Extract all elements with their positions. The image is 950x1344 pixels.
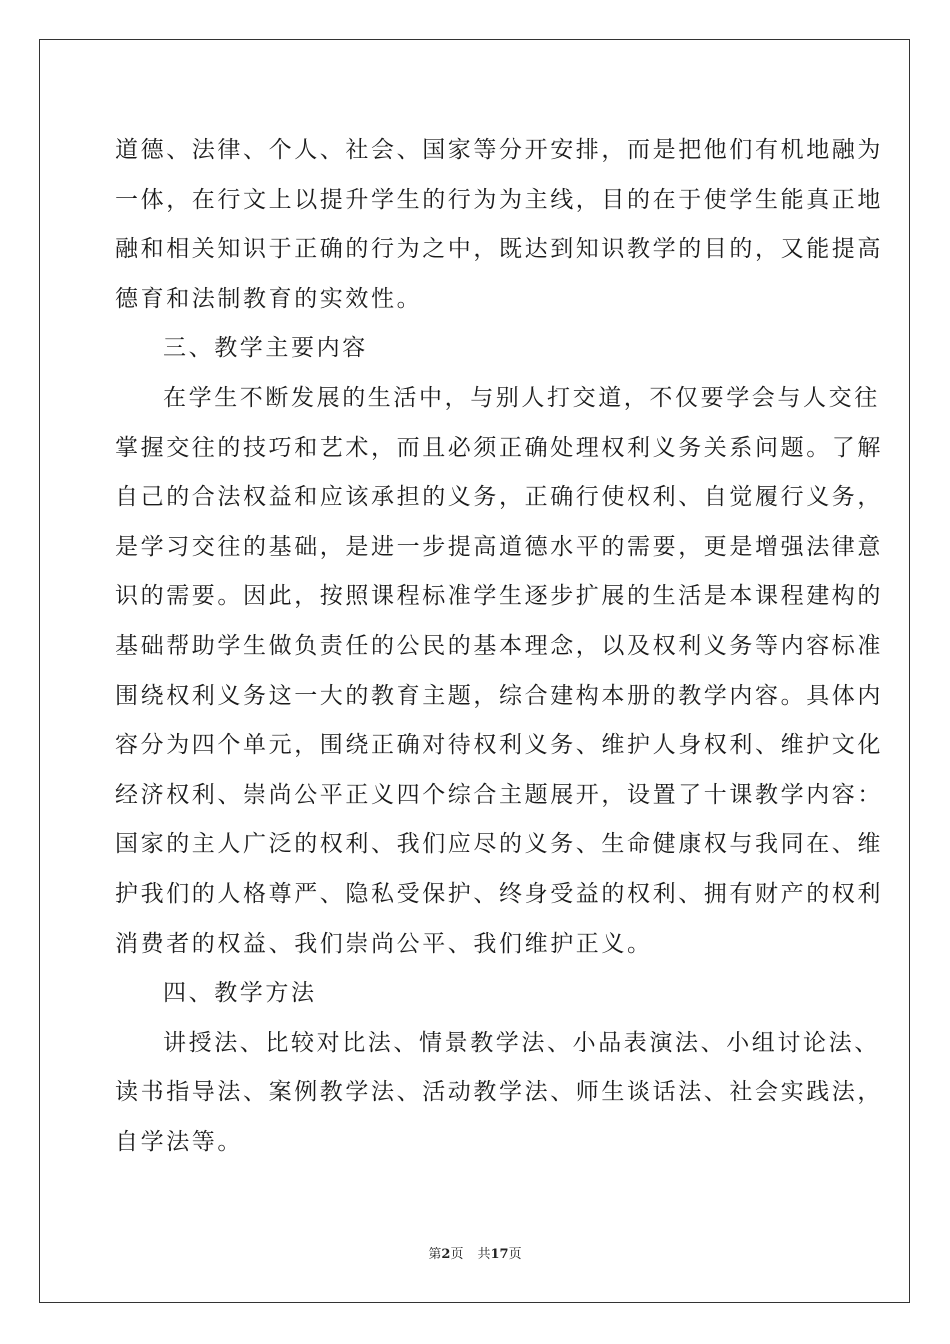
paragraph-line: 围绕权利义务这一大的教育主题，综合建构本册的教学内容。具体内 [115,682,883,709]
total-label-suffix: 页 [508,1247,522,1262]
paragraph-line: 讲授法、比较对比法、情景教学法、小品表演法、小组讨论法、 [163,1029,880,1056]
total-label-prefix: 共 [477,1247,491,1262]
page-label-suffix: 页 [450,1247,464,1262]
paragraph-line: 在学生不断发展的生活中，与别人打交道，不仅要学会与人交往 [163,384,880,411]
paragraph-line: 读书指导法、案例教学法、活动教学法、师生谈话法、社会实践法， [115,1079,883,1106]
paragraph-line: 基础帮助学生做负责任的公民的基本理念，以及权利义务等内容标准 [115,632,883,659]
paragraph-line: 道德、法律、个人、社会、国家等分开安排，而是把他们有机地融为 [115,137,883,163]
page-label-prefix: 第 [428,1247,442,1262]
paragraph-line: 自学法等。 [115,1128,243,1155]
paragraph-line: 一体，在行文上以提升学生的行为为主线，目的在于使学生能真正地 [115,186,883,213]
total-pages: 17 [490,1247,509,1262]
page-footer [0,1243,950,1262]
paragraph-line: 识的需要。因此，按照课程标准学生逐步扩展的生活是本课程建构的 [115,583,883,610]
section-heading: 三、教学主要内容 [163,335,368,362]
paragraph-line: 国家的主人广泛的权利、我们应尽的义务、生命健康权与我同在、维 [115,831,883,858]
paragraph-line: 消费者的权益、我们崇尚公平、我们维护正义。 [115,930,653,957]
section-heading: 四、教学方法 [163,980,317,1007]
paragraph-line: 是学习交往的基础，是进一步提高道德水平的需要，更是增强法律意 [115,533,883,560]
paragraph-line: 容分为四个单元，围绕正确对待权利义务、维护人身权利、维护文化 [115,732,883,759]
paragraph-line: 护我们的人格尊严、隐私受保护、终身受益的权利、拥有财产的权利 [115,880,883,907]
paragraph-line: 掌握交往的技巧和艺术，而且必须正确处理权利义务关系问题。了解 [115,434,883,461]
paragraph-line: 融和相关知识于正确的行为之中，既达到知识教学的目的，又能提高 [115,236,883,263]
paragraph-line: 自己的合法权益和应该承担的义务，正确行使权利、自觉履行义务， [115,484,883,511]
paragraph-line: 德育和法制教育的实效性。 [115,285,423,312]
document-body [115,126,883,1167]
paragraph-line: 经济权利、崇尚公平正义四个综合主题展开，设置了十课教学内容： [115,781,883,808]
page-number: 2 [441,1247,451,1262]
